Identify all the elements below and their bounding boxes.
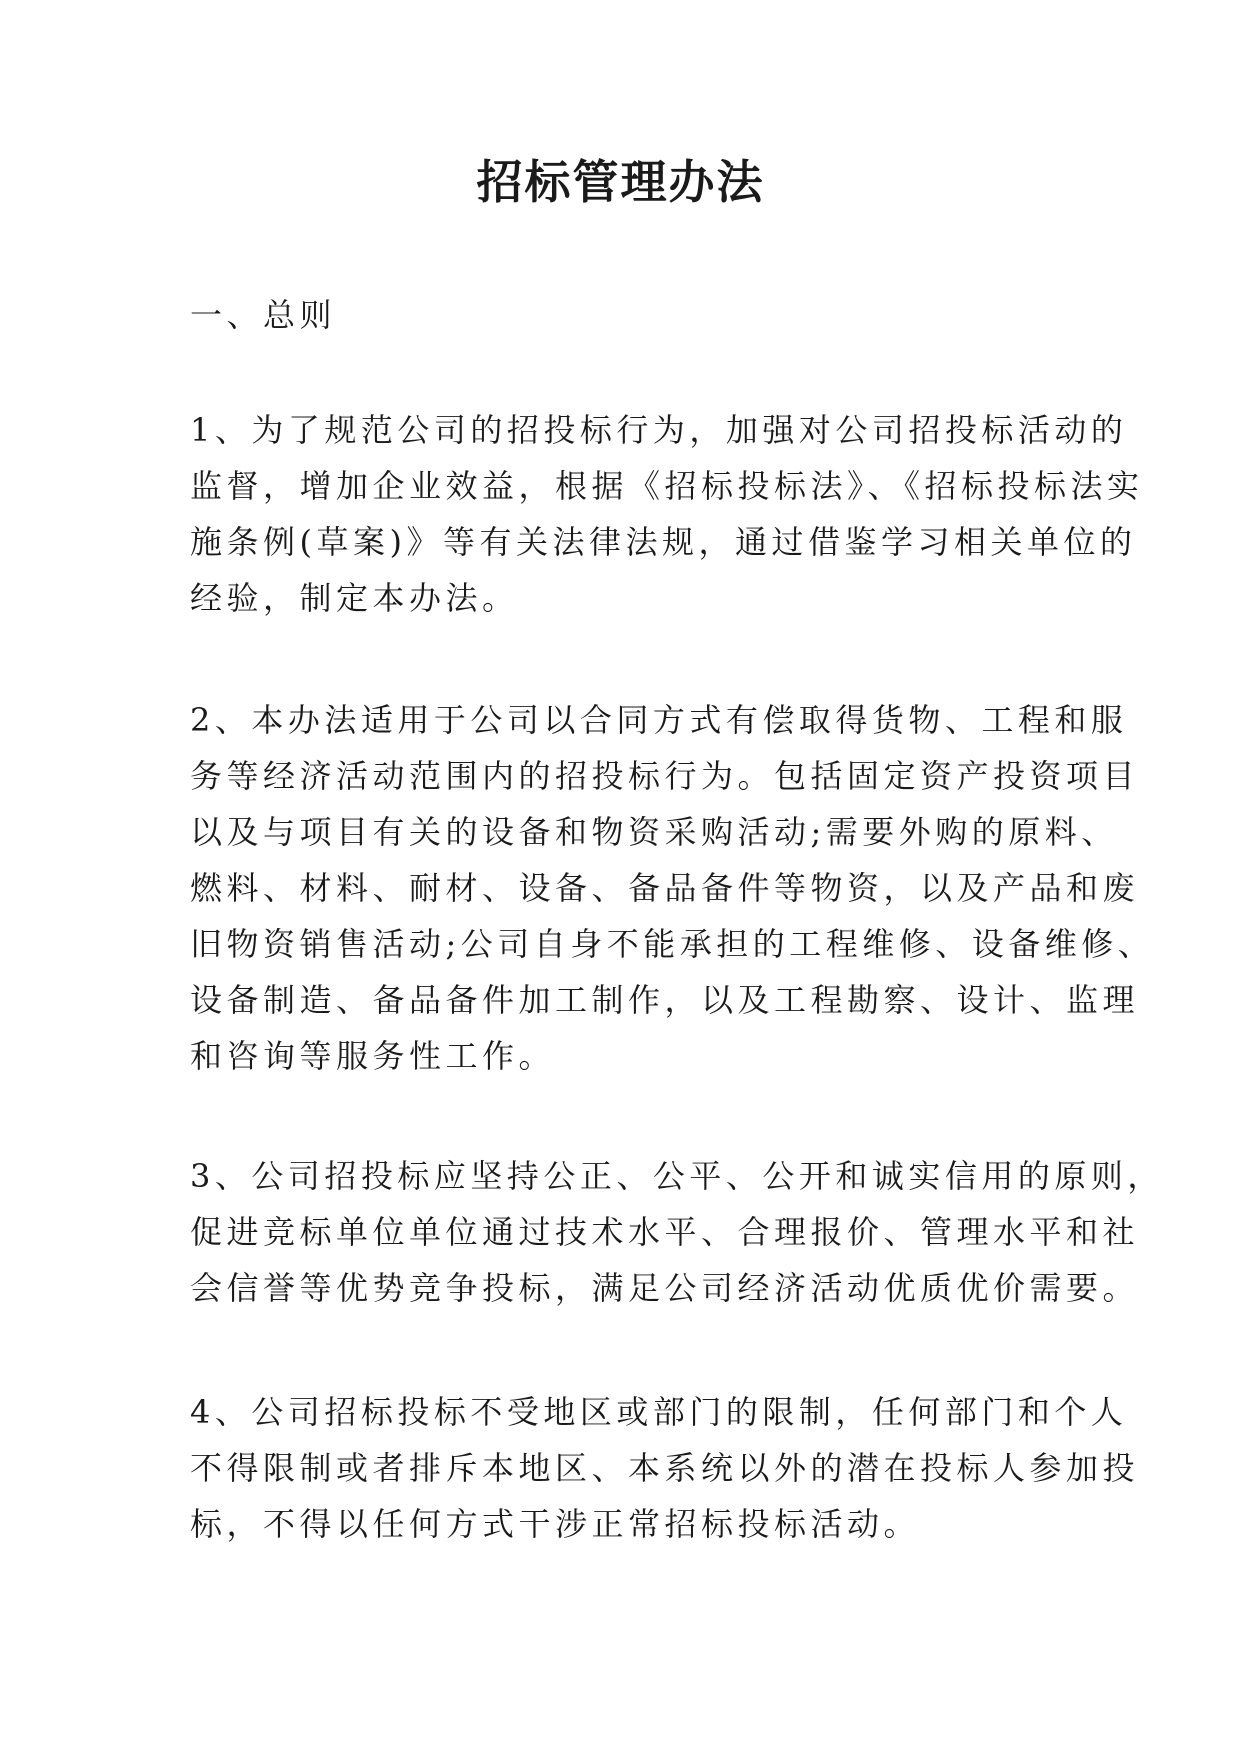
paragraph-1 (190, 402, 1144, 626)
section-heading: 一、总则 (190, 296, 337, 334)
paragraph-line: 1、为了规范公司的招投标行为，加强对公司招投标活动的 (190, 411, 1128, 449)
paragraph-line: 会信誉等优势竞争投标，满足公司经济活动优质优价需要。 (190, 1269, 1140, 1307)
paragraph-line: 标，不得以任何方式干涉正常招标投标活动。 (190, 1505, 921, 1543)
paragraph-line: 以及与项目有关的设备和物资采购活动;需要外购的原料、 (190, 813, 1118, 851)
paragraph-line: 旧物资销售活动;公司自身不能承担的工程维修、设备维修、 (190, 925, 1155, 963)
paragraph-line: 经验，制定本办法。 (190, 579, 519, 617)
paragraph-line: 务等经济活动范围内的招投标行为。包括固定资产投资项目 (190, 757, 1140, 795)
document-title: 招标管理办法 (476, 155, 765, 209)
paragraph-line: 施条例(草案)》等有关法律法规，通过借鉴学习相关单位的 (190, 523, 1137, 561)
paragraph-line: 促进竞标单位单位通过技术水平、合理报价、管理水平和社 (190, 1213, 1140, 1251)
paragraph-2 (190, 692, 1155, 1084)
paragraph-4 (190, 1384, 1140, 1552)
paragraph-3 (190, 1148, 1164, 1316)
paragraph-line: 4、公司招标投标不受地区或部门的限制，任何部门和个人 (190, 1393, 1128, 1431)
paragraph-line: 设备制造、备品备件加工制作，以及工程勘察、设计、监理 (190, 981, 1140, 1019)
paragraph-line: 3、公司招投标应坚持公正、公平、公开和诚实信用的原则， (190, 1157, 1164, 1195)
paragraph-line: 燃料、材料、耐材、设备、备品备件等物资，以及产品和废 (190, 869, 1140, 907)
paragraph-line: 和咨询等服务性工作。 (190, 1037, 556, 1075)
paragraph-line: 监督，增加企业效益，根据《招标投标法》、《招标投标法实 (190, 467, 1144, 505)
paragraph-line: 不得限制或者排斥本地区、本系统以外的潜在投标人参加投 (190, 1449, 1140, 1487)
paragraph-line: 2、本办法适用于公司以合同方式有偿取得货物、工程和服 (190, 701, 1128, 739)
